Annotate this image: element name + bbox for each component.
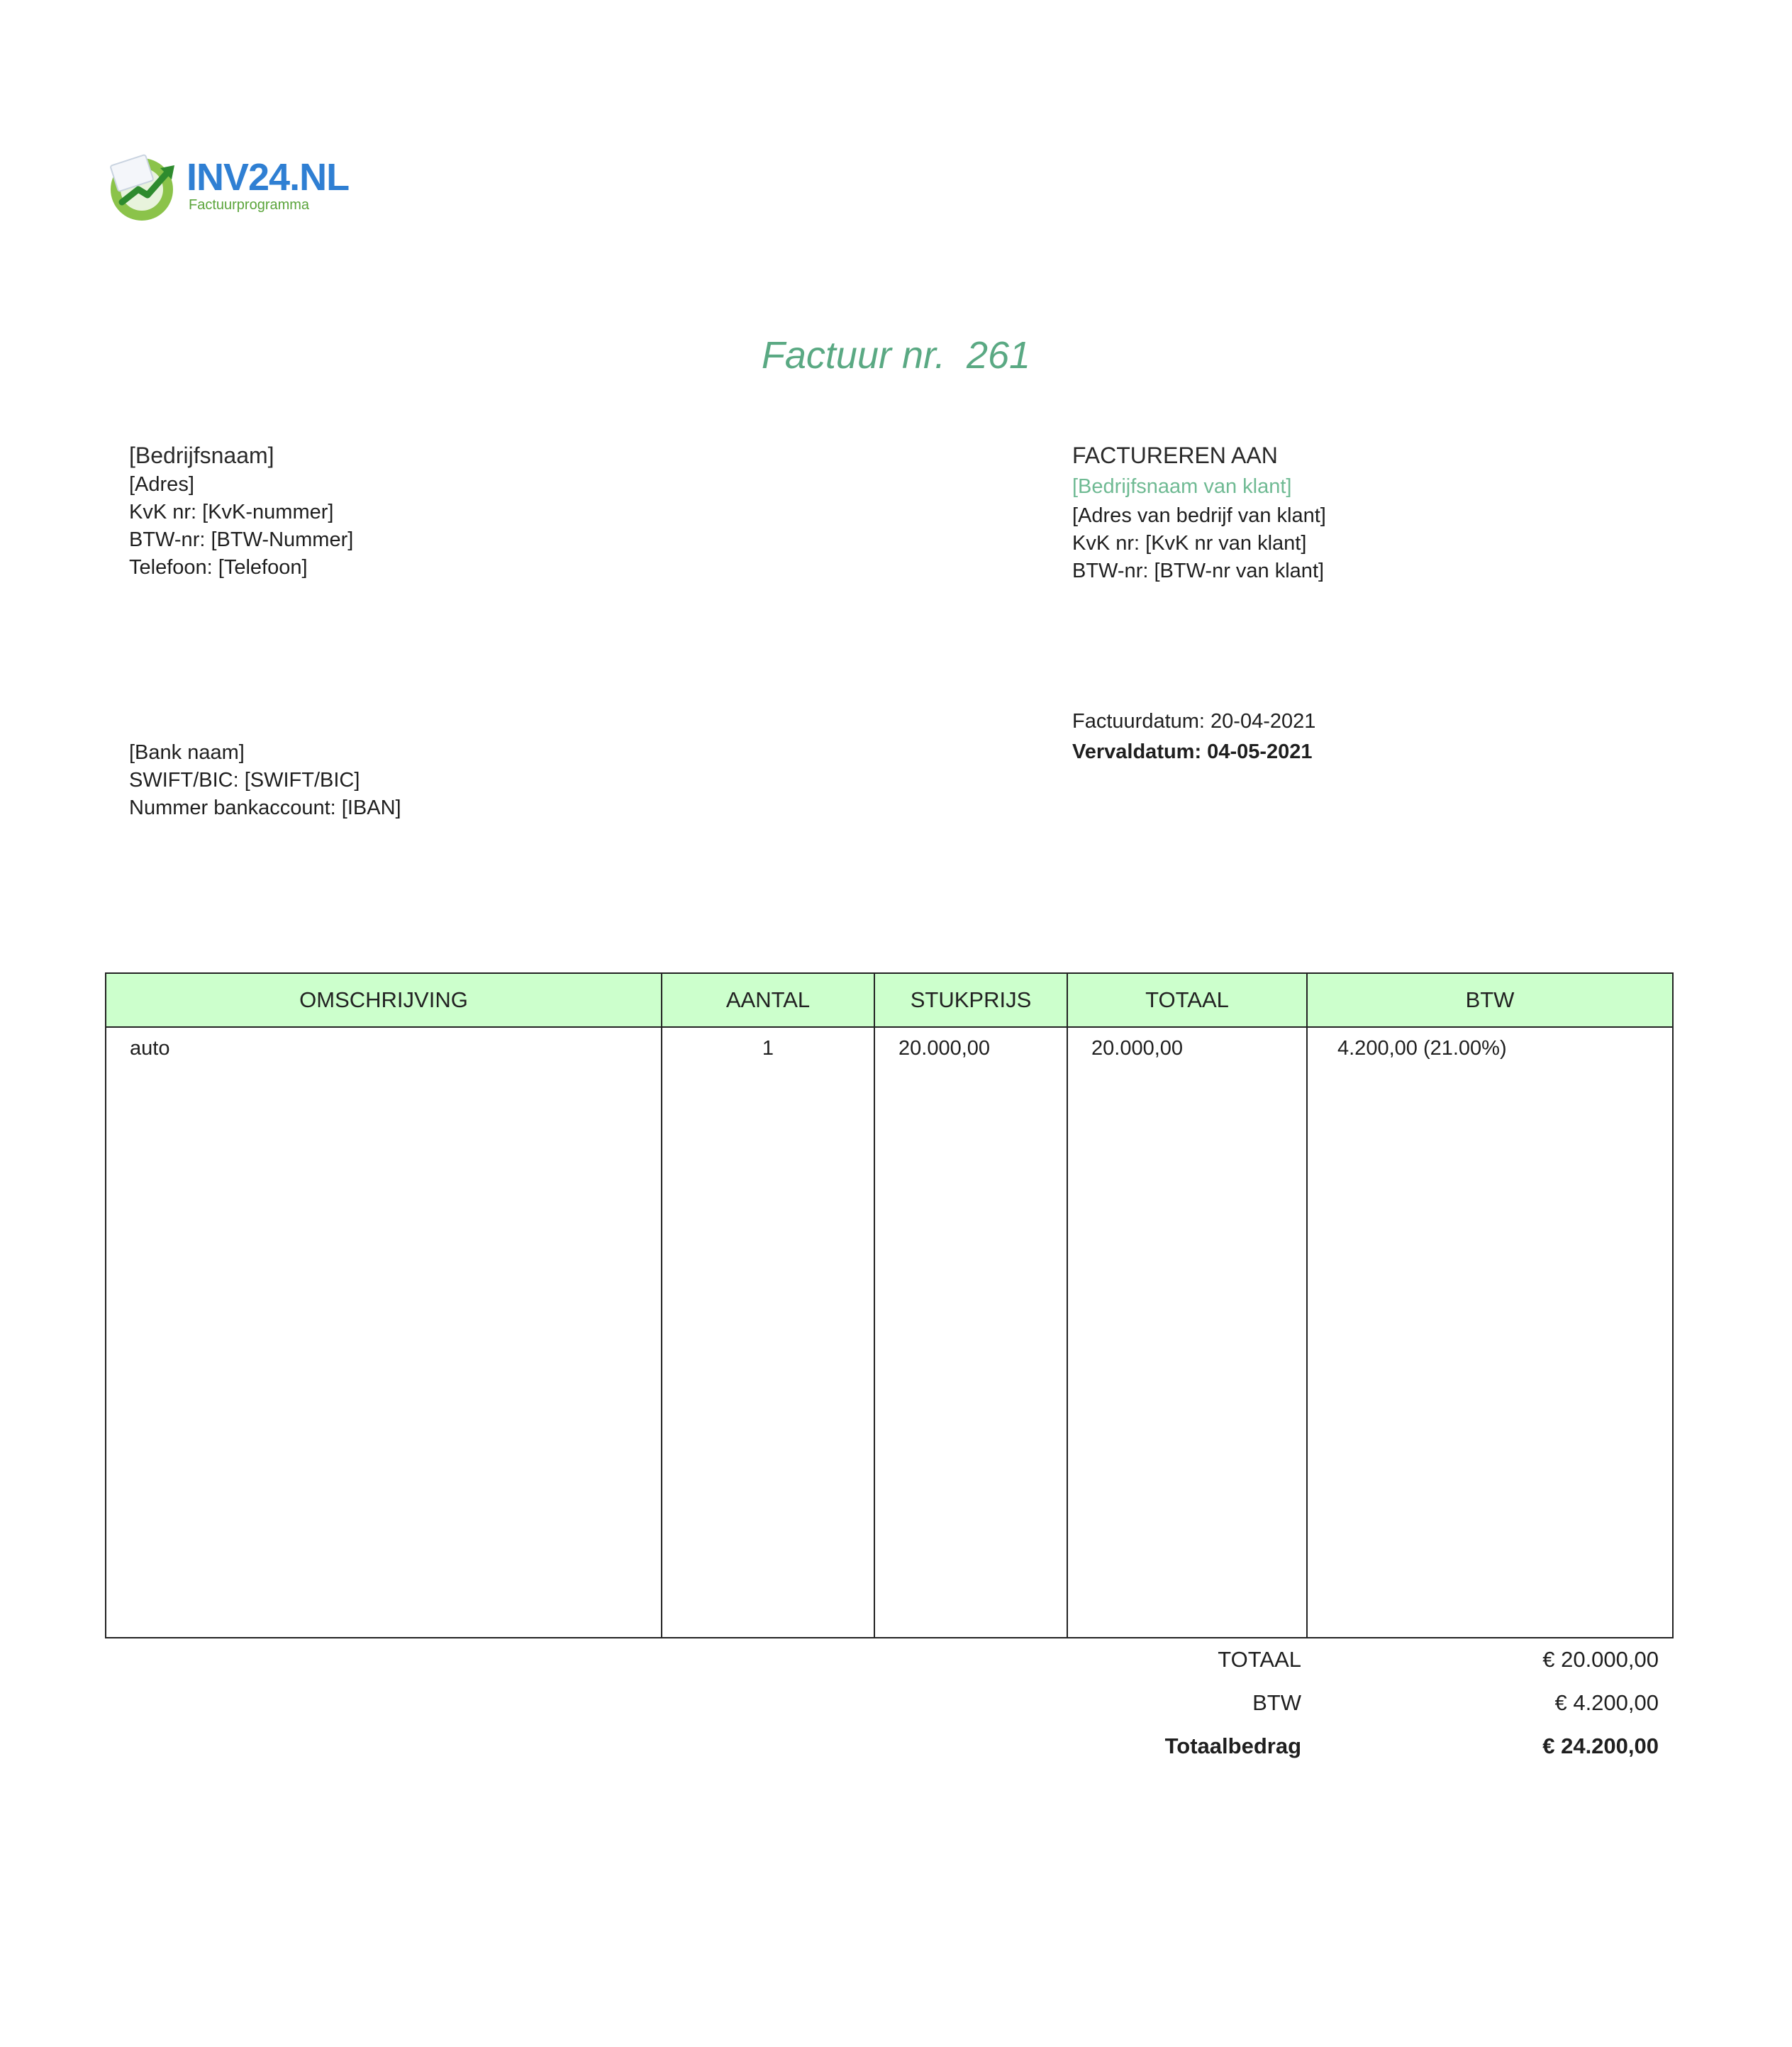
client-btw: BTW-nr: [BTW-nr van klant] (1072, 560, 1325, 582)
table-header-row (106, 973, 1673, 1027)
table-row (106, 1027, 1673, 1638)
client-address: [Adres van bedrijf van klant] (1072, 504, 1326, 527)
subtotal-label: TOTAAL (1218, 1647, 1301, 1672)
seller-phone: Telefoon: [Telefoon] (129, 556, 308, 579)
client-kvk: KvK nr: [KvK nr van klant] (1072, 532, 1307, 555)
subtotal-value: € 20.000,00 (1542, 1647, 1659, 1672)
cell-description: auto (106, 1027, 662, 1638)
invoice-date: Factuurdatum: 20-04-2021 (1072, 710, 1316, 733)
col-header-unit-price: STUKPRIJS (874, 973, 1067, 1027)
cell-unit-price: 20.000,00 (874, 1027, 1067, 1638)
client-company: [Bedrijfsnaam van klant] (1072, 475, 1292, 498)
vat-value: € 4.200,00 (1554, 1690, 1659, 1715)
bank-swift: SWIFT/BIC: [SWIFT/BIC] (129, 769, 360, 792)
seller-block (129, 440, 353, 582)
seller-btw: BTW-nr: [BTW-Nummer] (129, 528, 354, 551)
bank-name: [Bank naam] (129, 741, 245, 764)
dates-block (1072, 704, 1315, 766)
cell-total: 20.000,00 (1067, 1027, 1307, 1638)
bank-block (129, 739, 401, 822)
grand-total-label: Totaalbedrag (1164, 1733, 1301, 1758)
seller-kvk: KvK nr: [KvK-nummer] (129, 501, 334, 523)
invoice-title: Factuur nr. 261 (761, 334, 1031, 377)
logo-tagline: Factuurprogramma (189, 197, 310, 213)
items-table (105, 972, 1674, 1638)
vat-label: BTW (1252, 1690, 1301, 1715)
bill-to-heading: FACTUREREN AAN (1072, 443, 1278, 468)
col-header-total: TOTAAL (1067, 973, 1307, 1027)
bank-account: Nummer bankaccount: [IBAN] (129, 797, 401, 819)
col-header-description: OMSCHRIJVING (106, 973, 662, 1027)
grand-total-value: € 24.200,00 (1542, 1733, 1659, 1758)
company-logo (106, 152, 350, 223)
bill-to-block (1072, 440, 1326, 585)
due-date: Vervaldatum: 04-05-2021 (1072, 740, 1313, 763)
seller-address: [Adres] (129, 473, 194, 496)
cell-vat: 4.200,00 (21.00%) (1307, 1027, 1673, 1638)
logo-emblem-icon (106, 152, 184, 223)
seller-company: [Bedrijfsnaam] (129, 443, 274, 468)
cell-quantity: 1 (662, 1027, 874, 1638)
logo-name: INV24.NL (187, 156, 350, 199)
col-header-quantity: AANTAL (662, 973, 874, 1027)
col-header-vat: BTW (1307, 973, 1673, 1027)
